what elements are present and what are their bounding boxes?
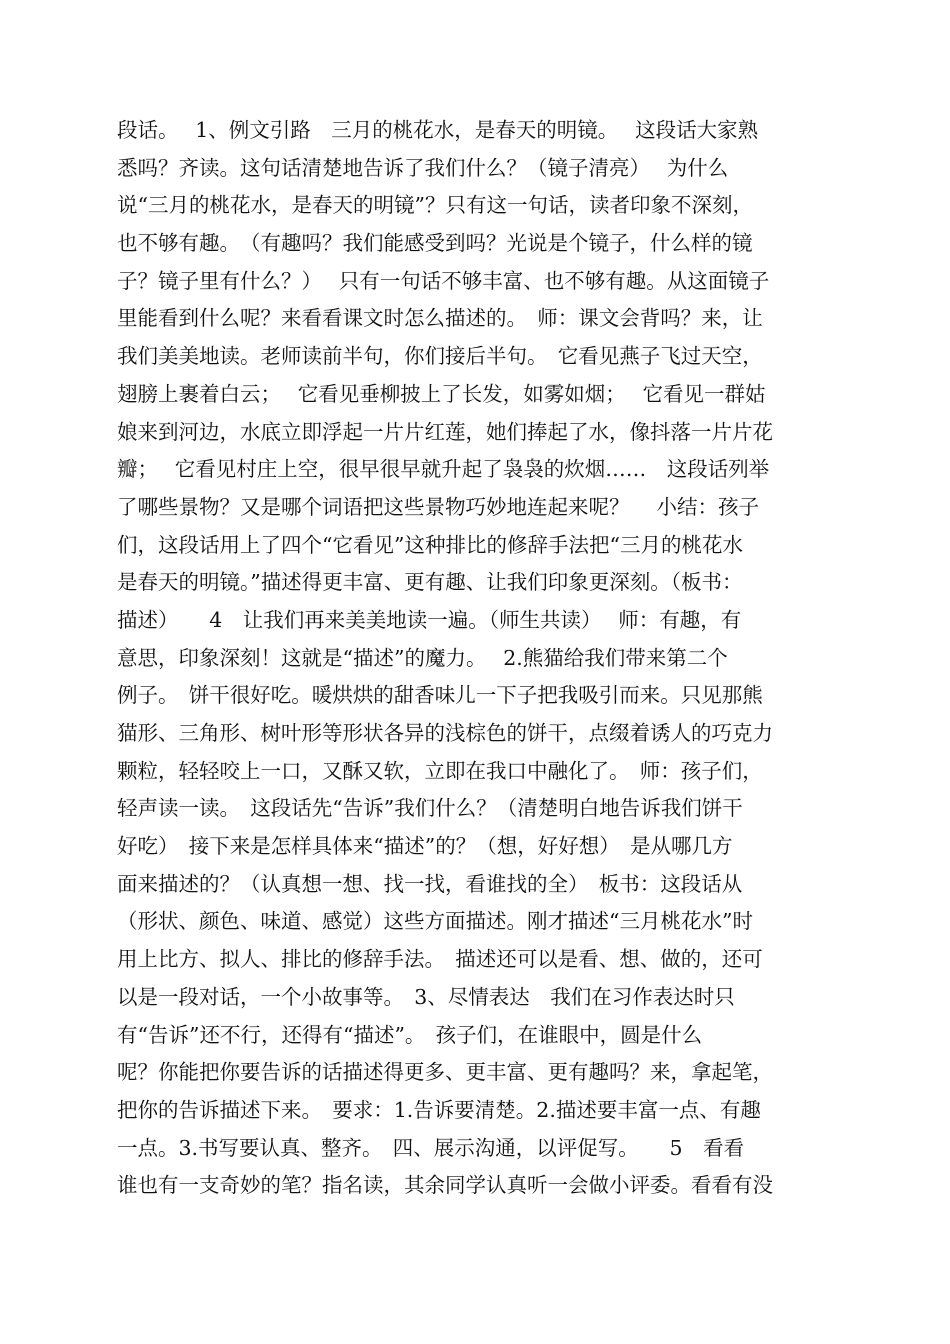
text-line: 我们美美地读。老师读前半句，你们接后半句。 它看见燕子飞过天空， <box>117 344 763 369</box>
text-line: 把你的告诉描述下来。 要求：1.告诉要清楚。2.描述要丰富一点、有趣 <box>117 1097 761 1122</box>
text-line: 悉吗？齐读。这句话清楚地告诉了我们什么？（镜子清亮） 为什么 <box>117 155 729 180</box>
text-line: 例子。 饼干很好吃。暖烘烘的甜香味儿一下子把我吸引而来。只见那熊 <box>117 683 763 708</box>
text-line: 谁也有一支奇妙的笔？指名读，其余同学认真听一会做小评委。看看有没 <box>117 1173 773 1198</box>
text-line: 用上比方、拟人、排比的修辞手法。 描述还可以是看、想、做的，还可 <box>117 947 763 972</box>
text-line: 以是一段对话，一个小故事等。 3、尽情表达 我们在习作表达时只 <box>117 984 735 1009</box>
text-line: 也不够有趣。 （有趣吗？我们能感受到吗？光说是个镜子，什么样的镜 <box>117 231 753 256</box>
text-line: 们，这段话用上了四个“它看见”这种排比的修辞手法把“三月的桃花水 <box>117 532 743 557</box>
text-line: 了哪些景物？又是哪个词语把这些景物巧妙地连起来呢？ 小结：孩子 <box>117 494 760 519</box>
text-line: 里能看到什么呢？来看看课文时怎么描述的。 师：课文会背吗？来，让 <box>117 306 763 331</box>
text-line: （形状、颜色、味道、感觉）这些方面描述。刚才描述“三月桃花水”时 <box>117 909 753 934</box>
text-line: 娘来到河边，水底立即浮起一片片红莲，她们捧起了水，像抖落一片片花 <box>117 419 773 444</box>
text-line: 一点。3.书写要认真、整齐。 四、展示沟通，以评促写。 5 看看 <box>117 1135 745 1160</box>
text-line: 段话。 1、例文引路 三月的桃花水，是春天的明镜。 这段话大家熟 <box>117 118 759 142</box>
text-line: 描述） 4 让我们再来美美地读一遍。（师生共读） 师：有趣，有 <box>117 607 742 632</box>
text-line: 好吃） 接下来是怎样具体来“描述”的？（想，好好想） 是从哪几方 <box>117 834 733 859</box>
text-line: 颗粒，轻轻咬上一口，又酥又软，立即在我口中融化了。 师：孩子们， <box>117 758 763 783</box>
text-line: 轻声读一读。 这段话先“告诉”我们什么？（清楚明白地告诉我们饼干 <box>117 796 743 821</box>
text-line: 面来描述的？（认真想一想、找一找，看谁找的全） 板书：这段话从 <box>117 871 743 896</box>
text-line: 呢？你能把你要告诉的话描述得更多、更丰富、更有趣吗？来，拿起笔， <box>117 1060 773 1085</box>
text-line: 是春天的明镜。”描述得更丰富、更有趣、让我们印象更深刻。（板书： <box>117 570 743 595</box>
text-line: 瓣； 它看见村庄上空，很早很早就升起了袅袅的炊烟…… 这段话列举 <box>117 457 770 482</box>
text-line: 猫形、三角形、树叶形等形状各异的浅棕色的饼干，点缀着诱人的巧克力 <box>117 721 773 745</box>
text-line: 有“告诉”还不行，还得有“描述”。 孩子们，在谁眼中，圆是什么 <box>117 1022 703 1047</box>
text-line: 子？镜子里有什么？） 只有一句话不够丰富、也不够有趣。从这面镜子 <box>117 268 770 293</box>
text-line: 翅膀上裹着白云； 它看见垂柳披上了长发，如雾如烟； 它看见一群姑 <box>117 381 766 406</box>
text-line: 说“三月的桃花水，是春天的明镜”？只有这一句话，读者印象不深刻， <box>117 193 753 218</box>
body-text <box>117 112 833 1205</box>
text-line: 意思，印象深刻！这就是“描述”的魔力。 2.熊猫给我们带来第二个 <box>117 645 728 670</box>
